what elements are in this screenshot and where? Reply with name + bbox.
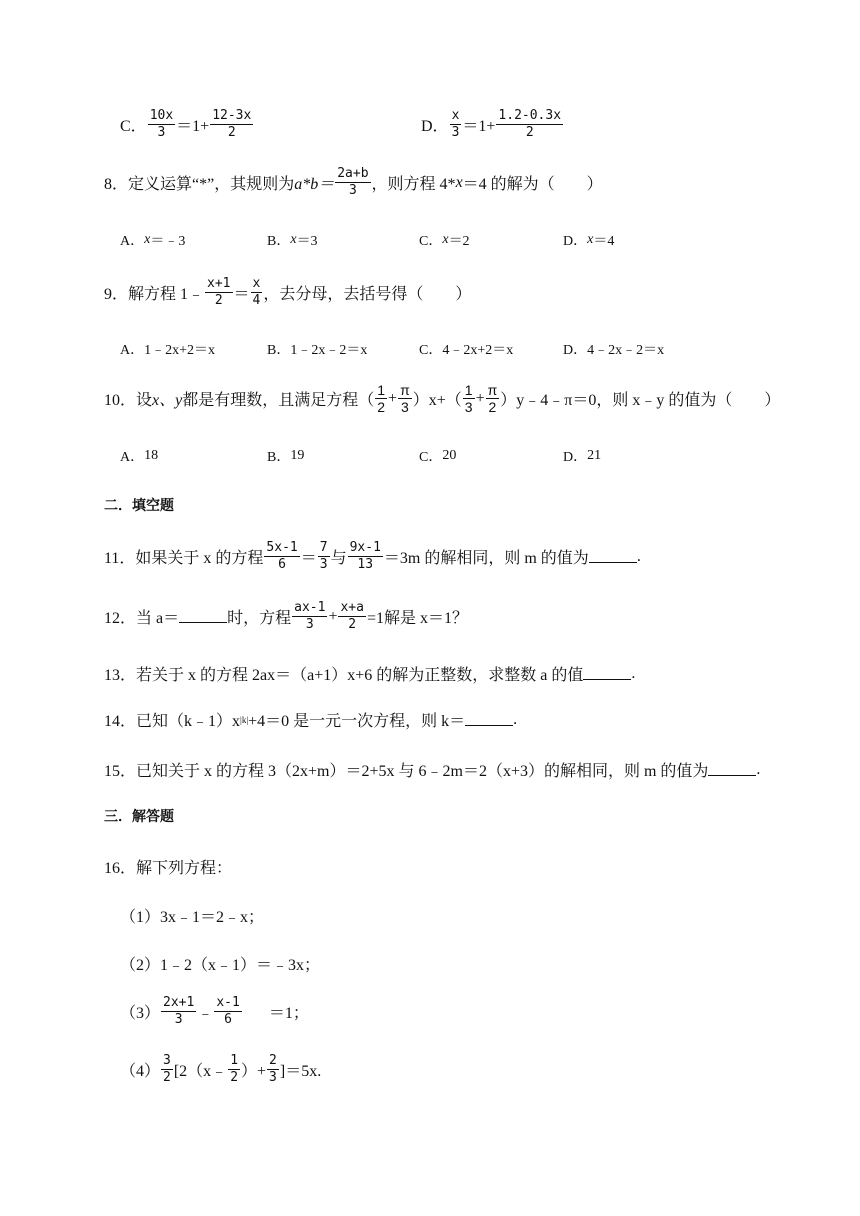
part-label: （3） <box>120 1005 161 1022</box>
question-text: 10．设 <box>104 392 153 409</box>
q14-stem <box>104 708 517 731</box>
fraction: $\frac{2}{3}$ <box>269 1053 277 1085</box>
q7-option-c[interactable] <box>120 108 254 141</box>
q16-part-2: （2）1﹣2（x﹣1）＝﹣3x； <box>120 957 321 974</box>
question-text: 与 <box>330 550 347 567</box>
q10-option-c[interactable]: C． 20 <box>419 448 457 465</box>
period: . <box>756 760 761 778</box>
equation-text: ＝1+ <box>462 118 496 135</box>
q10-option-d[interactable]: D． 21 <box>563 448 602 465</box>
fraction: $\frac{1}{2}$ <box>230 1053 239 1085</box>
minus-sign: ﹣ <box>197 1005 214 1022</box>
question-text: 15．已知关于 x 的方程 3（2x+m）＝2+5x 与 6﹣2m＝2（x+3）的解相同，则 m 的值为 <box>104 763 709 780</box>
q12-stem <box>104 600 468 633</box>
period: . <box>631 664 636 682</box>
q13-stem <box>104 662 635 685</box>
question-text: 12．当 a＝ <box>104 610 180 627</box>
option-label: D． <box>421 118 449 135</box>
q9-option-b[interactable]: B． 1﹣2x﹣2＝x <box>267 343 368 358</box>
fraction: $\frac{1.2-0.3x}{2}$ <box>498 108 562 140</box>
q16-part-1: （1）3x﹣1＝2﹣x； <box>120 909 265 926</box>
fraction: $\frac{7}{3}$ <box>319 540 328 572</box>
equals-sign: ＝ <box>233 286 250 303</box>
fraction: $\frac{x-1}{6}$ <box>216 995 240 1027</box>
plus-sign: + <box>388 389 398 407</box>
q16-part-4 <box>120 1053 321 1086</box>
fraction: $\frac{2a+b}{3}$ <box>337 166 369 198</box>
period: . <box>513 710 518 728</box>
q7-option-d[interactable] <box>421 108 564 141</box>
fraction: $\frac{x}{4}$ <box>252 276 261 308</box>
question-text: ，去分母，去括号得（ ） <box>263 286 472 303</box>
equation-text: ＝1； <box>268 1005 309 1022</box>
question-text: +4＝0 是一元一次方程，则 k＝ <box>248 713 466 730</box>
part-label: （4） <box>120 1063 161 1080</box>
q8-option-a[interactable]: A． x ＝﹣3 <box>120 232 186 249</box>
q8-stem <box>104 166 603 199</box>
question-text: 9．解方程 1﹣ <box>104 286 205 303</box>
section-heading-solve: 三．解答题 <box>104 810 174 825</box>
question-text: ＝3m 的解相同，则 m 的值为 <box>383 550 589 567</box>
fraction: $\frac{\pi}{3}$ <box>400 382 410 415</box>
fraction: $\frac{\pi}{2}$ <box>487 382 498 415</box>
q16-stem: 16．解下列方程： <box>104 860 233 877</box>
equation-text: ）+ <box>241 1063 267 1080</box>
q9-stem <box>104 276 471 309</box>
fraction: $\frac{3}{2}$ <box>163 1053 171 1085</box>
q10-option-b[interactable]: B． 19 <box>267 448 305 465</box>
question-text: ＝4 的解为（ ） <box>462 176 603 193</box>
question-text: 都是有理数，且满足方程（ <box>182 392 375 409</box>
answer-blank[interactable] <box>589 550 637 563</box>
q10-stem <box>104 382 780 415</box>
fraction: $\frac{10x}{3}$ <box>149 108 174 140</box>
q8-option-c[interactable]: C． x ＝2 <box>419 232 470 249</box>
fraction: $\frac{1}{3}$ <box>464 382 473 415</box>
question-text: =1解是 x＝1？ <box>366 610 468 627</box>
fraction: $\frac{1}{2}$ <box>377 382 386 415</box>
expression: a*b＝ <box>294 176 335 193</box>
fraction: $\frac{x+a}{2}$ <box>340 600 364 632</box>
answer-blank[interactable] <box>708 763 756 776</box>
question-text: 时，方程 <box>227 610 292 627</box>
equation-text: ]＝5x. <box>279 1063 322 1080</box>
q10-option-a[interactable]: A． 18 <box>120 448 159 465</box>
q8-option-d[interactable]: D． x ＝4 <box>563 232 615 249</box>
fraction: $\frac{ax-1}{3}$ <box>294 600 326 632</box>
plus-sign: + <box>328 607 338 625</box>
question-text: 14．已知（k﹣1）x <box>104 713 241 730</box>
q9-option-a[interactable]: A． 1﹣2x+2＝x <box>120 343 216 358</box>
question-text: ）y﹣4﹣π＝0，则 x﹣y 的值为（ ） <box>500 392 781 409</box>
fraction: $\frac{5x-1}{6}$ <box>266 540 298 572</box>
equals-sign: ＝ <box>300 550 317 567</box>
answer-blank[interactable] <box>583 667 631 680</box>
fraction: $\frac{12-3x}{2}$ <box>212 108 252 140</box>
plus-sign: + <box>475 389 485 407</box>
equation-text: [2（x﹣ <box>173 1063 228 1080</box>
q16-part-3 <box>120 995 309 1028</box>
fraction: $\frac{x+1}{2}$ <box>207 276 231 308</box>
fraction: $\frac{2x+1}{3}$ <box>163 995 195 1027</box>
equation-text: ＝1+ <box>176 118 210 135</box>
q15-stem <box>104 758 760 781</box>
question-text: ，则方程 4* <box>371 176 456 193</box>
q8-option-b[interactable]: B． x ＝3 <box>267 232 318 249</box>
question-text: 11．如果关于 x 的方程 <box>104 550 264 567</box>
section-heading-fill-blank: 二．填空题 <box>104 499 174 514</box>
q9-option-c[interactable]: C． 4﹣2x+2＝x <box>419 343 514 358</box>
period: . <box>636 547 641 565</box>
q11-stem <box>104 540 641 573</box>
question-text: 13．若关于 x 的方程 2ax＝（a+1）x+6 的解为正整数，求整数 a 的值 <box>104 667 584 684</box>
q9-option-d[interactable]: D． 4﹣2x﹣2＝x <box>563 343 665 358</box>
answer-blank[interactable] <box>465 713 513 726</box>
variable: x <box>455 173 463 191</box>
question-text: 8．定义运算“*”，其规则为 <box>104 176 295 193</box>
exponent: |k| <box>240 714 249 725</box>
answer-blank[interactable] <box>179 610 227 623</box>
variables: x、y <box>152 392 183 409</box>
option-label: C． <box>120 118 147 135</box>
fraction: $\frac{9x-1}{13}$ <box>349 540 381 572</box>
fraction: $\frac{x}{3}$ <box>451 108 460 140</box>
question-text: ）x+（ <box>412 392 462 409</box>
